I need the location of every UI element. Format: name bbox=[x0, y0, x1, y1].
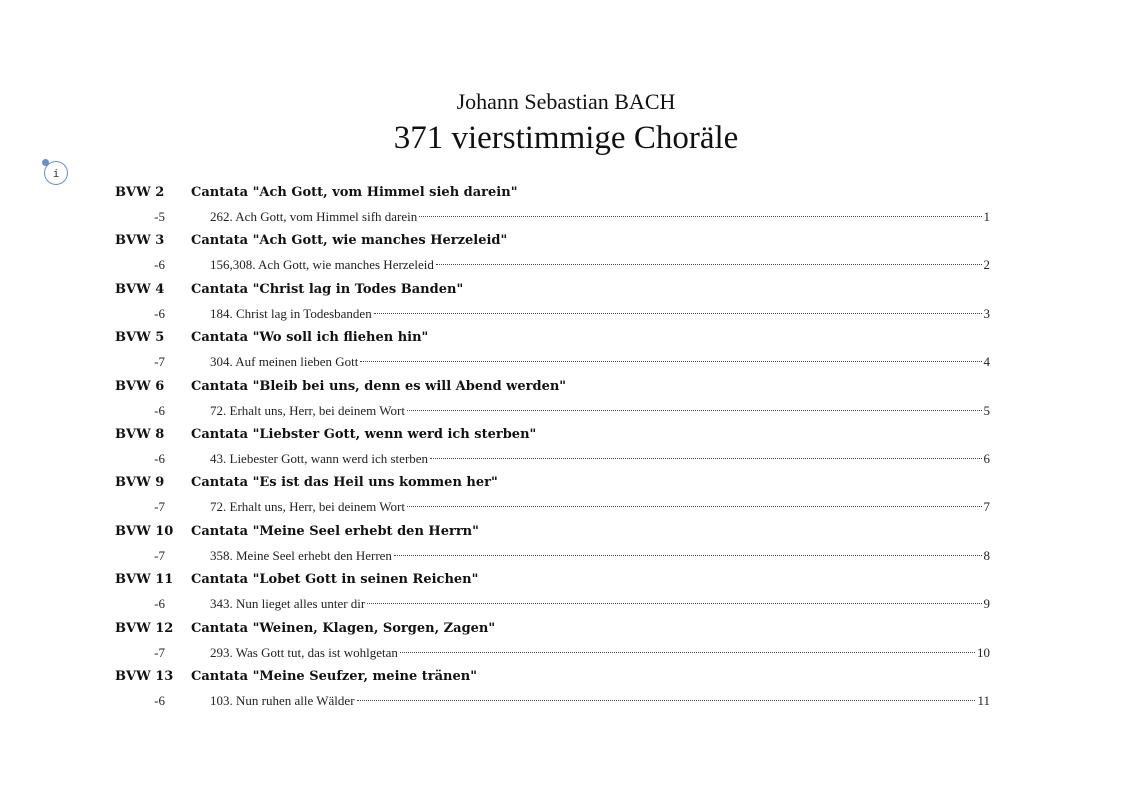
movement-number: -6 bbox=[154, 257, 165, 272]
toc-entry-link[interactable] bbox=[210, 401, 990, 421]
page-number: 8 bbox=[983, 548, 990, 563]
chorale-title: 156,308. Ach Gott, wie manches Herzeleid bbox=[210, 257, 434, 272]
page-number: 1 bbox=[983, 209, 990, 224]
toc-entry-link[interactable] bbox=[210, 497, 990, 517]
toc-entry-link[interactable] bbox=[210, 691, 990, 711]
movement-number: -6 bbox=[154, 403, 165, 418]
toc-cantata-row bbox=[0, 473, 1132, 493]
page-number: 9 bbox=[983, 596, 990, 611]
bwv-number: BVW 10 bbox=[115, 524, 174, 539]
page-number: 7 bbox=[983, 499, 990, 514]
bwv-number: BVW 13 bbox=[115, 669, 174, 684]
toc-entry-link[interactable] bbox=[210, 352, 990, 372]
toc-entry-link[interactable] bbox=[210, 304, 990, 324]
cantata-title: Cantata "Christ lag in Todes Banden" bbox=[191, 282, 464, 297]
bwv-number: BVW 11 bbox=[115, 572, 174, 587]
toc-entry-link[interactable] bbox=[210, 255, 990, 275]
chorale-title: 358. Meine Seel erhebt den Herren bbox=[210, 548, 392, 563]
bwv-number: BVW 6 bbox=[115, 379, 165, 394]
toc-cantata-row bbox=[0, 667, 1132, 687]
toc-cantata-row bbox=[0, 183, 1132, 203]
cantata-title: Cantata "Lobet Gott in seinen Reichen" bbox=[191, 572, 479, 587]
bwv-number: BVW 3 bbox=[115, 233, 165, 248]
bwv-number: BVW 8 bbox=[115, 427, 165, 442]
cantata-title: Cantata "Wo soll ich fliehen hin" bbox=[191, 330, 429, 345]
info-label: i bbox=[52, 166, 60, 180]
page-number: 3 bbox=[983, 306, 990, 321]
dot-leader bbox=[407, 506, 982, 507]
movement-number: -5 bbox=[154, 209, 165, 224]
chorale-title: 72. Erhalt uns, Herr, bei deinem Wort bbox=[210, 403, 405, 418]
page-number: 6 bbox=[983, 451, 990, 466]
movement-number: -6 bbox=[154, 693, 165, 708]
dot-leader bbox=[394, 555, 982, 556]
bwv-number: BVW 2 bbox=[115, 185, 165, 200]
toc-entry-link[interactable] bbox=[210, 449, 990, 469]
toc-cantata-row bbox=[0, 619, 1132, 639]
cantata-title: Cantata "Ach Gott, vom Himmel sieh darein" bbox=[191, 185, 518, 200]
composer-name: Johann Sebastian BACH bbox=[456, 89, 676, 114]
dot-leader bbox=[430, 458, 981, 459]
chorale-title: 304. Auf meinen lieben Gott bbox=[210, 354, 359, 369]
toc-entry-row bbox=[0, 497, 1132, 517]
cantata-title: Cantata "Liebster Gott, wenn werd ich sterben" bbox=[191, 427, 537, 442]
movement-number: -7 bbox=[154, 645, 165, 660]
page-number: 4 bbox=[983, 354, 990, 369]
page-number: 11 bbox=[977, 693, 990, 708]
dot-leader bbox=[436, 264, 982, 265]
cantata-title: Cantata "Meine Seufzer, meine tränen" bbox=[191, 669, 477, 684]
toc-cantata-row bbox=[0, 425, 1132, 445]
page-number: 2 bbox=[983, 257, 990, 272]
chorale-title: 184. Christ lag in Todesbanden bbox=[210, 306, 372, 321]
dot-leader bbox=[407, 410, 982, 411]
bwv-number: BVW 12 bbox=[115, 621, 174, 636]
toc-entry-link[interactable] bbox=[210, 643, 990, 663]
cantata-title: Cantata "Meine Seel erhebt den Herrn" bbox=[191, 524, 479, 539]
toc-entry-row bbox=[0, 691, 1132, 711]
movement-number: -6 bbox=[154, 596, 165, 611]
cantata-title: Cantata "Bleib bei uns, denn es will Abend werden" bbox=[191, 379, 567, 394]
toc-entry-row bbox=[0, 594, 1132, 614]
toc-cantata-row bbox=[0, 522, 1132, 542]
toc-entry-row bbox=[0, 255, 1132, 275]
toc-entry-link[interactable] bbox=[210, 594, 990, 614]
dot-leader bbox=[360, 361, 981, 362]
toc-entry-link[interactable] bbox=[210, 546, 990, 566]
chorale-title: 43. Liebester Gott, wann werd ich sterben bbox=[210, 451, 429, 466]
bwv-number: BVW 5 bbox=[115, 330, 165, 345]
toc-entry-link[interactable] bbox=[210, 207, 990, 227]
toc-entry-row bbox=[0, 643, 1132, 663]
movement-number: -6 bbox=[154, 451, 165, 466]
cantata-title: Cantata "Weinen, Klagen, Sorgen, Zagen" bbox=[191, 621, 496, 636]
dot-leader bbox=[374, 313, 982, 314]
dot-leader bbox=[357, 700, 976, 701]
toc-entry-row bbox=[0, 304, 1132, 324]
toc-cantata-row bbox=[0, 328, 1132, 348]
page-title: 371 vierstimmige Choräle bbox=[393, 120, 739, 156]
cantata-title: Cantata "Es ist das Heil uns kommen her" bbox=[191, 475, 498, 490]
bwv-number: BVW 9 bbox=[115, 475, 165, 490]
chorale-title: 343. Nun lieget alles unter dir bbox=[210, 596, 366, 611]
movement-number: -7 bbox=[154, 499, 165, 514]
bwv-number: BVW 4 bbox=[115, 282, 165, 297]
chorale-title: 293. Was Gott tut, das ist wohlgetan bbox=[210, 645, 398, 660]
movement-number: -7 bbox=[154, 354, 165, 369]
toc-entry-row bbox=[0, 352, 1132, 372]
dot-leader bbox=[419, 216, 981, 217]
chorale-title: 72. Erhalt uns, Herr, bei deinem Wort bbox=[210, 499, 405, 514]
toc-entry-row bbox=[0, 546, 1132, 566]
chorale-title: 262. Ach Gott, vom Himmel sifh darein bbox=[210, 209, 418, 224]
movement-number: -7 bbox=[154, 548, 165, 563]
toc-entry-row bbox=[0, 207, 1132, 227]
page-number: 5 bbox=[983, 403, 990, 418]
toc-cantata-row bbox=[0, 377, 1132, 397]
cantata-title: Cantata "Ach Gott, wie manches Herzeleid" bbox=[191, 233, 508, 248]
page-number: 10 bbox=[977, 645, 990, 660]
dot-leader bbox=[367, 603, 981, 604]
toc-cantata-row bbox=[0, 231, 1132, 251]
movement-number: -6 bbox=[154, 306, 165, 321]
toc-entry-row bbox=[0, 401, 1132, 421]
toc-cantata-row bbox=[0, 280, 1132, 300]
chorale-title: 103. Nun ruhen alle Wälder bbox=[210, 693, 355, 708]
dot-leader bbox=[400, 652, 975, 653]
toc-entry-row bbox=[0, 449, 1132, 469]
toc-cantata-row bbox=[0, 570, 1132, 590]
